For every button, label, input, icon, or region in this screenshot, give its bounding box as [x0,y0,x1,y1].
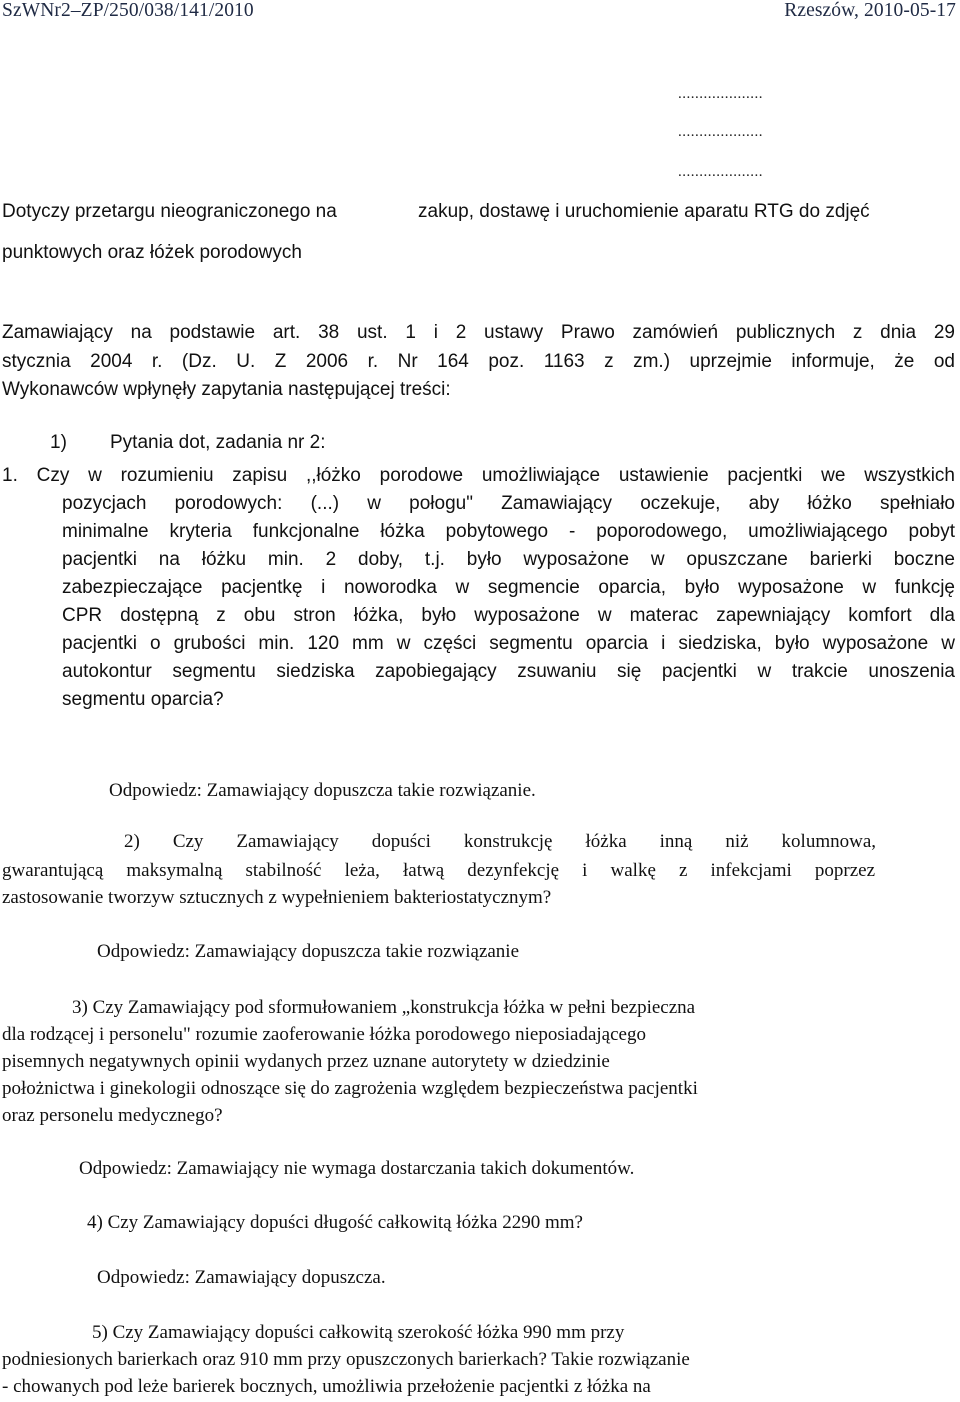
intro-line-3: Wykonawców wpłynęły zapytania następującej treści: [2,379,451,400]
q3-answer: Odpowiedz: Zamawiający nie wymaga dostarczania takich dokumentów. [79,1158,635,1179]
place-and-date: Rzeszów, 2010-05-17 [784,0,956,21]
intro-line-1: Zamawiający na podstawie art. 38 ust. 1 i 2 ustawy Prawo zamówień publicznych z dnia 29 [2,322,955,343]
q3-line: oraz personelu medycznego? [2,1105,223,1126]
q3-line: położnictwa i ginekologii odnoszące się do zagrożenia względem bezpieczeństwa pacjentki [2,1078,698,1099]
subject-part-1: Dotyczy przetargu nieograniczonego na [2,201,337,222]
q1-line: 1. Czy w rozumieniu zapisu ,,łóżko porodowe umożliwiające ustawienie pacjentki we wszystkich [2,465,955,486]
q1-line: pacjentki na łóżku min. 2 doby, t.j. było wyposażone w opuszczane barierki boczne [62,549,955,570]
document-reference: SzWNr2–ZP/250/038/141/2010 [2,0,254,21]
q5-line: - chowanych pod leże barierek bocznych, umożliwia przełożenie pacjentki z łóżka na [2,1376,651,1397]
q2-line: 2) Czy Zamawiający dopuści konstrukcję łóżka inną niż kolumnowa, [124,831,876,852]
subject-part-2: zakup, dostawę i uruchomienie aparatu RTG do zdjęć [418,201,870,222]
q1-line: pacjentki o grubości min. 120 mm w części segmentu oparcia i siedziska, było wyposażone w [62,633,955,654]
intro-line-2: stycznia 2004 r. (Dz. U. Z 2006 r. Nr 164 poz. 1163 z zm.) uprzejmie informuje, że od [2,351,955,372]
q4-answer: Odpowiedz: Zamawiający dopuszcza. [97,1267,386,1288]
q2-line: zastosowanie tworzyw sztucznych z wypełnieniem bakteriostatycznym? [2,887,552,908]
recipient-line-1: .................... [678,86,763,102]
q5-line: podniesionych barierkach oraz 910 mm przy opuszczonych barierkach? Takie rozwiązanie [2,1349,690,1370]
q5-line: 5) Czy Zamawiający dopuści całkowitą szerokość łóżka 990 mm przy [92,1322,625,1343]
q3-line: pisemnych negatywnych opinii wydanych przez uznane autorytety w dziedzinie [2,1051,610,1072]
section-title: Pytania dot, zadania nr 2: [110,432,326,453]
q1-line: minimalne kryteria funkcjonalne łóżka pobytowego - poporodowego, umożliwiającego pobyt [62,521,955,542]
recipient-line-3: .................... [678,164,763,180]
q1-line: autokontur segmentu siedziska zapobiegający zsuwaniu się pacjentki w trakcie unoszenia [62,661,955,682]
q3-line: 3) Czy Zamawiający pod sformułowaniem „konstrukcja łóżka w pełni bezpieczna [72,997,696,1018]
section-number: 1) [50,432,67,453]
q1-line: zabezpieczające pacjentkę i noworodka w segmencie oparcia, było wyposażone w funkcję [62,577,955,598]
q1-line: pozycjach porodowych: (...) w połogu" Zamawiający oczekuje, aby łóżko spełniało [62,493,955,514]
recipient-line-2: .................... [678,124,763,140]
q2-answer: Odpowiedz: Zamawiający dopuszcza takie rozwiązanie [97,941,520,962]
q1-line: CPR dostępną z obu stron łóżka, było wyposażone w materac zapewniający komfort dla [62,605,955,626]
q3-line: dla rodzącej i personelu" rozumie zaoferowanie łóżka porodowego nieposiadającego [2,1024,646,1045]
q4-question: 4) Czy Zamawiający dopuści długość całkowitą łóżka 2290 mm? [87,1212,583,1233]
q1-answer: Odpowiedz: Zamawiający dopuszcza takie rozwiązanie. [109,780,536,801]
q1-line: segmentu oparcia? [62,689,224,710]
subject-line-2: punktowych oraz łóżek porodowych [2,242,302,263]
q2-line: gwarantującą maksymalną stabilność leża, łatwą dezynfekcję i walkę z infekcjami poprzez [2,860,875,881]
